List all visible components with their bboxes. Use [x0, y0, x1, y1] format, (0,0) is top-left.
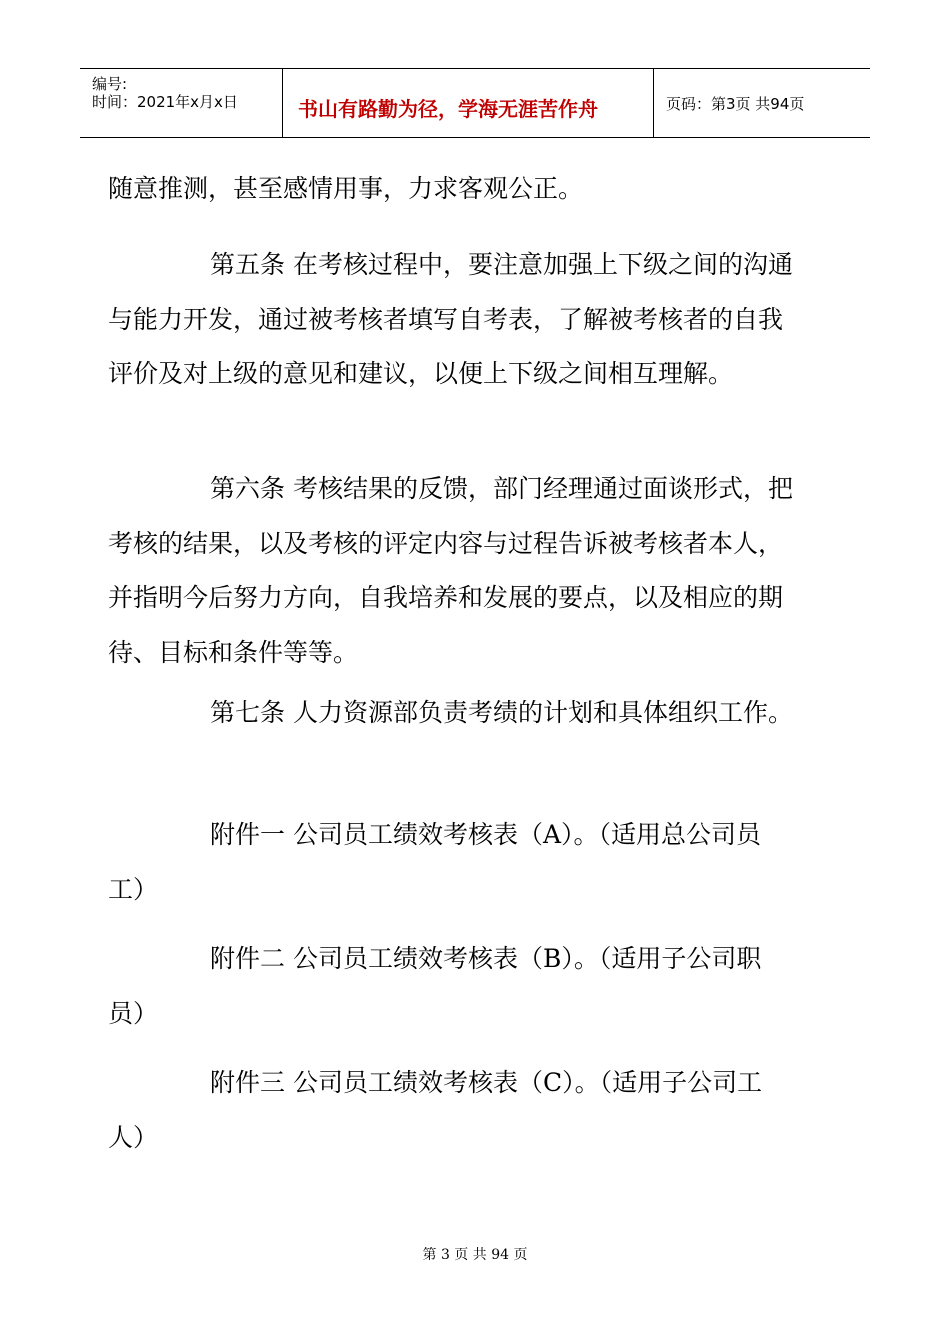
header-meta [80, 69, 283, 137]
paragraph-article-5: 第五条 在考核过程中，要注意加强上下级之间的沟通与能力开发，通过被考核者填写自考表，了解被考核者的自我评价及对上级的意见和建议，以便上下级之间相互理解。 [108, 250, 793, 388]
page-info-text: 页码：第3页 共94页 [666, 95, 805, 113]
paragraph-appendix-3: 附件三 公司员工绩效考核表（C）。（适用子公司工人） [108, 1068, 763, 1152]
document-number-label: 编号: [92, 75, 128, 93]
paragraph-article-7: 第七条 人力资源部负责考绩的计划和具体组织工作。 [210, 698, 793, 727]
paragraph-article-6: 第六条 考核结果的反馈，部门经理通过面谈形式，把考核的结果，以及考核的评定内容与过程告诉被考核者本人，并指明今后努力方向，自我培养和发展的要点，以及相应的期待、目标和条件等等。 [108, 474, 793, 667]
paragraph-appendix-1: 附件一 公司员工绩效考核表（A）。（适用总公司员工） [108, 820, 762, 904]
page-footer [0, 1244, 950, 1264]
document-date: 时间：2021年x月x日 [92, 93, 238, 111]
header-page-info [654, 69, 870, 137]
footer-page-number: 第 3 页 共 94 页 [422, 1247, 528, 1263]
motto-text: 书山有路勤为径，学海无涯苦作舟 [298, 97, 598, 121]
header-motto [283, 69, 654, 137]
paragraph-continuation: 随意推测，甚至感情用事，力求客观公正。 [108, 174, 584, 203]
page-header [80, 68, 870, 138]
paragraph-appendix-2: 附件二 公司员工绩效考核表（B）。（适用子公司职员） [108, 944, 762, 1028]
